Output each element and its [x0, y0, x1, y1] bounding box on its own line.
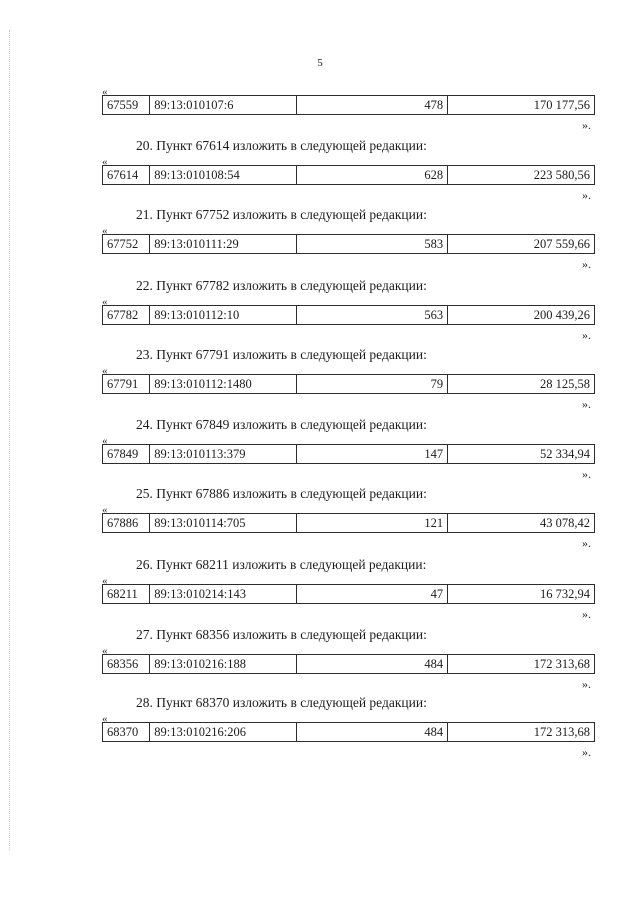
open-quote: « [102, 225, 108, 237]
area-cell: 121 [297, 514, 448, 533]
value-cell: 200 439,26 [448, 306, 595, 325]
open-quote: « [102, 156, 108, 168]
amendment-table-row [102, 722, 595, 742]
cadastral-number-cell: 89:13:010113:379 [150, 445, 297, 464]
row-number-cell: 68211 [103, 585, 150, 604]
amendment-heading: 24. Пункт 67849 изложить в следующей редакции: [136, 417, 427, 432]
row-number-cell: 67614 [103, 166, 150, 185]
value-cell: 172 313,68 [448, 723, 595, 742]
amendment-table-row [102, 305, 595, 325]
close-quote: ». [582, 118, 591, 132]
cadastral-number-cell: 89:13:010108:54 [150, 166, 297, 185]
amendment-table-row [102, 374, 595, 394]
amendment-table-row [102, 654, 595, 674]
value-cell: 16 732,94 [448, 585, 595, 604]
amendment-table-row [102, 513, 595, 533]
close-quote: ». [582, 607, 591, 621]
open-quote: « [102, 504, 108, 516]
area-cell: 478 [297, 96, 448, 115]
area-cell: 583 [297, 235, 448, 254]
cadastral-number-cell: 89:13:010111:29 [150, 235, 297, 254]
close-quote: ». [582, 467, 591, 481]
amendment-heading: 26. Пункт 68211 изложить в следующей редакции: [136, 557, 427, 572]
open-quote: « [102, 296, 108, 308]
close-quote: ». [582, 188, 591, 202]
close-quote: ». [582, 536, 591, 550]
value-cell: 172 313,68 [448, 655, 595, 674]
amendment-table-row [102, 584, 595, 604]
value-cell: 43 078,42 [448, 514, 595, 533]
value-cell: 207 559,66 [448, 235, 595, 254]
close-quote: ». [582, 677, 591, 691]
cadastral-number-cell: 89:13:010216:206 [150, 723, 297, 742]
row-number-cell: 67752 [103, 235, 150, 254]
amendment-heading: 27. Пункт 68356 изложить в следующей редакции: [136, 627, 427, 642]
amendment-heading: 21. Пункт 67752 изложить в следующей редакции: [136, 207, 427, 222]
open-quote: « [102, 575, 108, 587]
amendment-section-28 [0, 695, 640, 784]
row-number-cell: 67886 [103, 514, 150, 533]
area-cell: 47 [297, 585, 448, 604]
cadastral-number-cell: 89:13:010114:705 [150, 514, 297, 533]
amendment-heading: 20. Пункт 67614 изложить в следующей редакции: [136, 138, 427, 153]
amendment-table-row [102, 234, 595, 254]
value-cell: 170 177,56 [448, 96, 595, 115]
cadastral-number-cell: 89:13:010107:6 [150, 96, 297, 115]
value-cell: 223 580,56 [448, 166, 595, 185]
cadastral-number-cell: 89:13:010112:10 [150, 306, 297, 325]
amendment-heading: 22. Пункт 67782 изложить в следующей редакции: [136, 278, 427, 293]
open-quote: « [102, 86, 108, 98]
page-number: 5 [317, 57, 323, 69]
close-quote: ». [582, 257, 591, 271]
row-number-cell: 67791 [103, 375, 150, 394]
area-cell: 484 [297, 655, 448, 674]
cadastral-number-cell: 89:13:010214:143 [150, 585, 297, 604]
amendment-heading: 23. Пункт 67791 изложить в следующей редакции: [136, 347, 427, 362]
row-number-cell: 68356 [103, 655, 150, 674]
amendment-table-row [102, 95, 595, 115]
row-number-cell: 68370 [103, 723, 150, 742]
value-cell: 52 334,94 [448, 445, 595, 464]
area-cell: 628 [297, 166, 448, 185]
value-cell: 28 125,58 [448, 375, 595, 394]
area-cell: 147 [297, 445, 448, 464]
open-quote: « [102, 365, 108, 377]
close-quote: ». [582, 397, 591, 411]
area-cell: 79 [297, 375, 448, 394]
close-quote: ». [582, 745, 591, 759]
cadastral-number-cell: 89:13:010216:188 [150, 655, 297, 674]
amendment-heading: 25. Пункт 67886 изложить в следующей редакции: [136, 486, 427, 501]
cadastral-number-cell: 89:13:010112:1480 [150, 375, 297, 394]
open-quote: « [102, 435, 108, 447]
row-number-cell: 67782 [103, 306, 150, 325]
area-cell: 484 [297, 723, 448, 742]
area-cell: 563 [297, 306, 448, 325]
amendment-table-row [102, 444, 595, 464]
close-quote: ». [582, 328, 591, 342]
row-number-cell: 67559 [103, 96, 150, 115]
open-quote: « [102, 713, 108, 725]
amendment-table-row [102, 165, 595, 185]
open-quote: « [102, 645, 108, 657]
row-number-cell: 67849 [103, 445, 150, 464]
amendment-heading: 28. Пункт 68370 изложить в следующей редакции: [136, 695, 427, 710]
